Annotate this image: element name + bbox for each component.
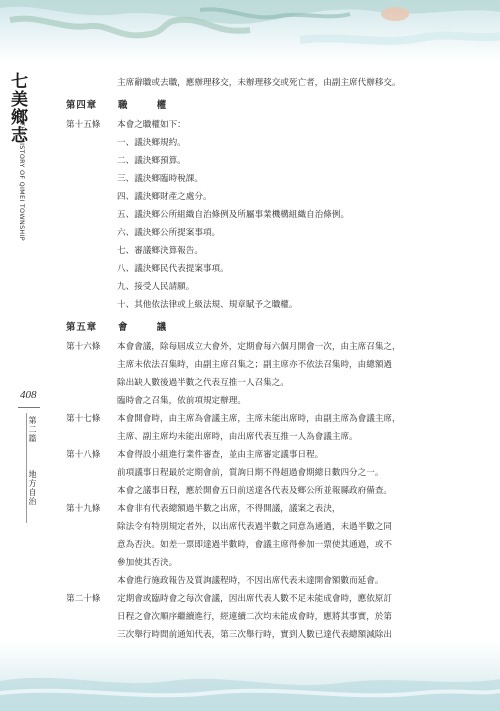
list-item-text: 八、議決鄉民代表提案事項。 (117, 264, 229, 274)
article16-cont (66, 374, 451, 392)
article15-label: 第十五條 (66, 120, 101, 130)
article19-cont (66, 536, 451, 554)
article19-cont (66, 572, 451, 590)
article17-cont (66, 428, 451, 446)
article19-label: 第十九條 (66, 504, 101, 514)
list-item (66, 188, 451, 206)
article20 (66, 590, 451, 608)
list-item (66, 260, 451, 278)
list-item-text: 五、議決鄉公所組織自治條例及所屬事業機構組織自治條例。 (117, 210, 350, 220)
side-strip (0, 62, 58, 662)
article16-line: 臨時會之召集，依前項規定辦理。 (117, 396, 246, 406)
article19-line: 本會進行施政報告及質詢議程時，不因出席代表未達開會額數而延會。 (117, 576, 384, 586)
list-item-text: 七、審議鄉決算報告。 (117, 246, 203, 256)
chapter-label: 第二篇 (28, 416, 37, 443)
article18-line: 本會得設小組進行業件審查，並由主席審定議事日程。 (117, 450, 324, 460)
article17-line: 主席、副主席均未能出席時，由出席代表互推一人為會議主席。 (117, 432, 358, 442)
article18-line: 本會之議事日程，應於開會五日前送達各代表及鄉公所並報縣政府備查。 (117, 486, 393, 496)
article19-cont (66, 518, 451, 536)
article20-line: 日程之會次順序繼續進行，經連續二次均未能成會時，應將其事實，於第 (117, 612, 393, 622)
article18-line: 前項議事日程最於定期會前，質詢日期不得超過會期總日數四分之一。 (117, 468, 384, 478)
article19-cont (66, 554, 451, 572)
article17-line: 本會開會時，由主席為會議主席，主席未能出席時，由副主席為會議主席， (117, 414, 401, 424)
chapter5-heading (66, 316, 451, 338)
article18-label: 第十八條 (66, 450, 101, 460)
list-item (66, 242, 451, 260)
page-body (66, 74, 451, 680)
list-item (66, 152, 451, 170)
chapter5-title: 會 議 (118, 322, 177, 333)
intro-line (66, 74, 451, 92)
list-item (66, 224, 451, 242)
article16 (66, 338, 451, 356)
page-number: 408 (20, 389, 37, 401)
article15-text: 本會之職權如下： (117, 120, 186, 130)
list-item-text: 三、議決鄉臨時稅課。 (117, 174, 203, 184)
chapter4-label: 第四章 (66, 100, 98, 111)
chapter4-title: 職 權 (118, 100, 177, 111)
list-item (66, 206, 451, 224)
list-item-text: 二、議決鄉預算。 (117, 156, 186, 166)
article17 (66, 410, 451, 428)
article19-line: 除法令有特別規定者外，以出席代表過半數之同意為通過，未過半數之同 (117, 522, 393, 532)
article20-cont (66, 608, 451, 626)
list-item-text: 九、接受人民請願。 (117, 282, 195, 292)
article18-cont (66, 464, 451, 482)
article20-line: 三次舉行時間前通知代表，第三次舉行時，實到人數已達代表總額減除出 (117, 630, 393, 640)
article16-cont (66, 356, 451, 374)
list-item-text: 一、議決鄉規約。 (117, 138, 186, 148)
article16-line: 本會會議，除每屆成立大會外，定期會每六個月開會一次，由主席召集之， (117, 342, 401, 352)
list-item (66, 296, 451, 314)
chapter4-heading (66, 94, 451, 116)
list-item (66, 170, 451, 188)
chapter5-label: 第五章 (66, 322, 98, 333)
article19 (66, 500, 451, 518)
article17-label: 第十七條 (66, 414, 101, 424)
list-item (66, 134, 451, 152)
page-number-rule (18, 407, 40, 408)
article18-cont (66, 482, 451, 500)
list-item (66, 278, 451, 296)
article19-line: 本會非有代表總額過半數之出席，不得開議，議案之表決， (117, 504, 341, 514)
article16-line: 除出缺人數後過半數之代表互推一人召集之。 (117, 378, 289, 388)
article19-line: 意為否決。如差一票即達過半數時，會議主席得參加一票使其通過，或不 (117, 540, 393, 550)
list-item-text: 四、議決鄉財產之處分。 (117, 192, 212, 202)
article18 (66, 446, 451, 464)
intro-text: 主席辭職或去職，應辦理移交，未辦理移交或死亡者，由副主席代辦移交。 (117, 78, 401, 88)
article16-line: 主席未依法召集時，由副主席召集之；副主席亦不依法召集時，由總額過 (117, 360, 393, 370)
list-item-text: 六、議決鄉公所提案事項。 (117, 228, 221, 238)
list-item-text: 十、其他依法律或上級法規、規章賦予之職權。 (117, 300, 298, 310)
book-title-en: THE HISTORY OF QIMEI TOWNSHIP (18, 122, 26, 241)
article15 (66, 116, 451, 134)
article19-line: 參加使其否決。 (117, 558, 178, 568)
section-label: 地方自治 (28, 470, 37, 506)
bottom-decoration (0, 641, 500, 711)
top-decoration (0, 0, 500, 62)
article20-label: 第二十條 (66, 594, 101, 604)
article16-cont (66, 392, 451, 410)
article16-label: 第十六條 (66, 342, 101, 352)
book-title: 七美鄉志 (7, 72, 27, 144)
article20-line: 定期會或臨時會之每次會議，因出席代表人數不足未能成會時，應依原訂 (117, 594, 393, 604)
